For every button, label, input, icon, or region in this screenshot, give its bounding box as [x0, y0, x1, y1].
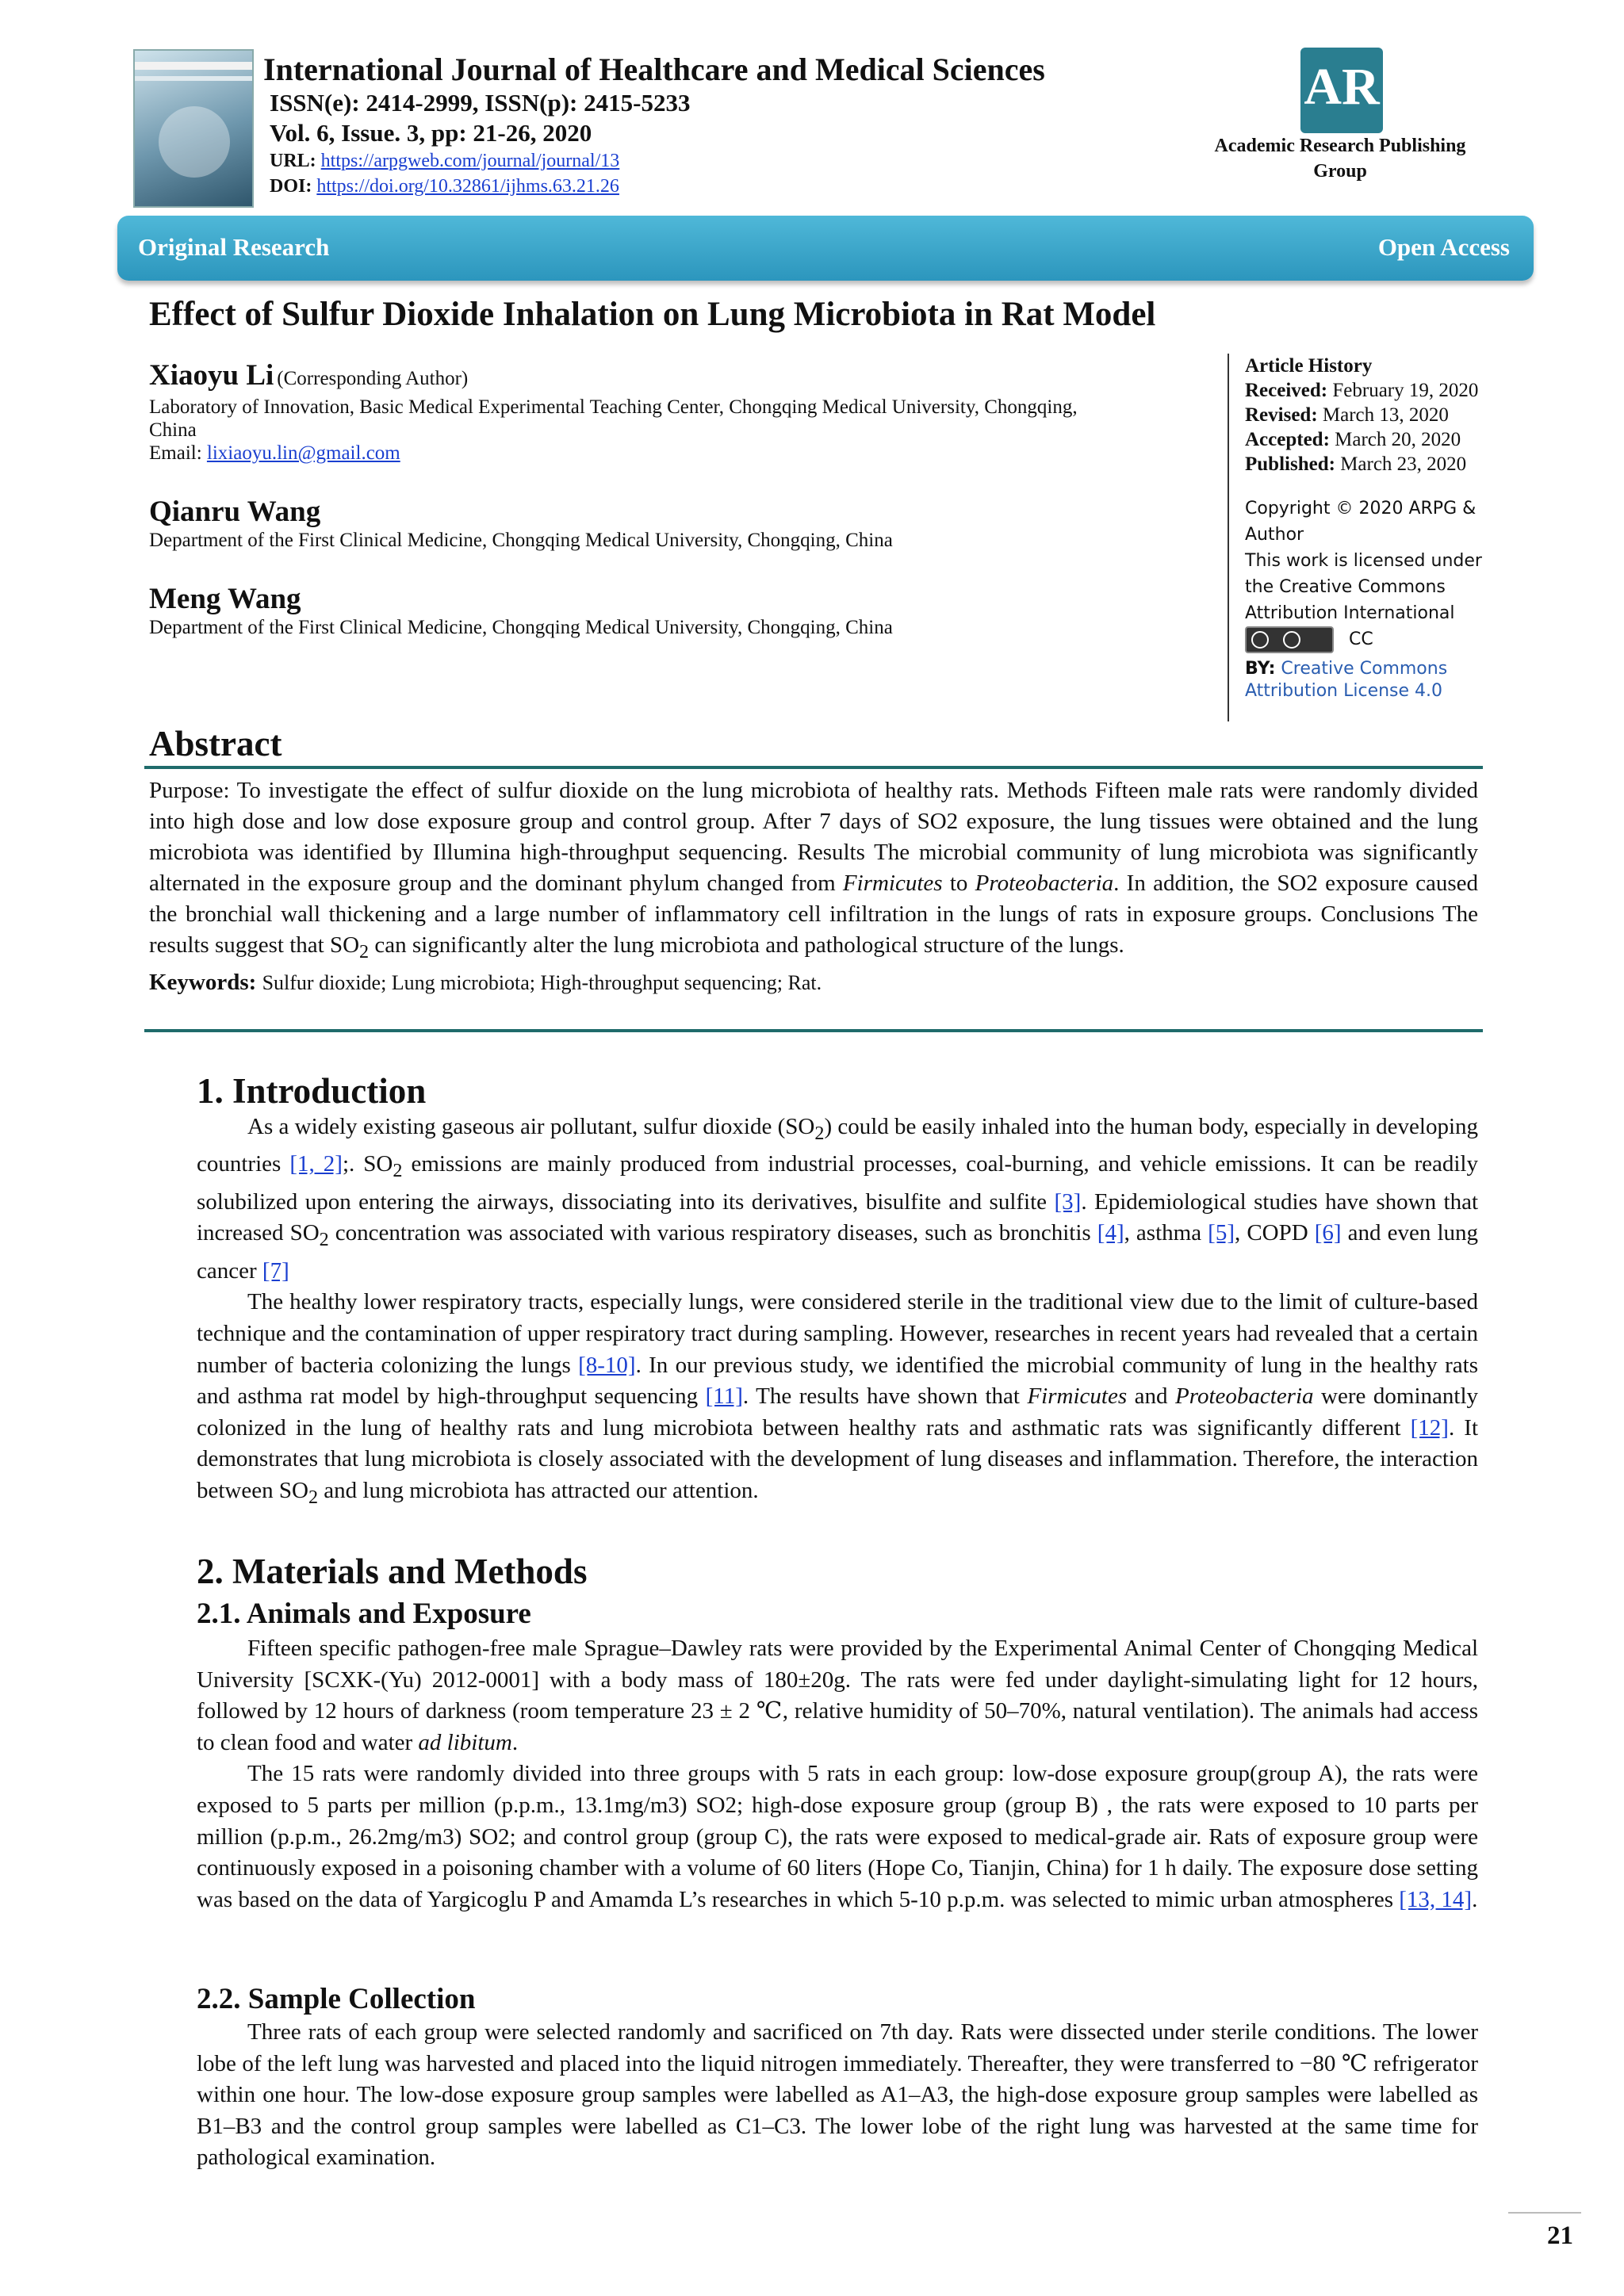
text: and even lung cancer [197, 1220, 1478, 1284]
abstract-body [149, 775, 1478, 998]
citation-link[interactable]: [7] [262, 1257, 289, 1284]
accepted-date: March 20, 2020 [1335, 429, 1461, 450]
license-link-2[interactable]: Attribution License 4.0 [1245, 681, 1443, 701]
text: . Epidemiological studies have shown that increased SO [197, 1188, 1479, 1246]
section-heading: 2. Materials and Methods [197, 1552, 588, 1591]
abstract-text: Purpose: To investigate the effect of sulfur dioxide on the lung microbiota of healthy rats. Methods Fifteen male rats were randomly divided into high dose and low dose exposure group and control group. After 7 days of SO2 exposure, the lung tissues were obtained and the lung microbiota was identified by Illumina high-throughput sequencing. Results The microbial community of lung microbiota was significantly alternated in the exposure group and the dominant phylum changed from [149, 778, 1478, 896]
keywords: Sulfur dioxide; Lung microbiota; High-throughput sequencing; Rat. [262, 970, 822, 994]
publisher-logo [1300, 48, 1383, 133]
animals-exposure-body [197, 1633, 1478, 1915]
published-date: March 23, 2020 [1340, 453, 1467, 475]
text: , asthma [1124, 1220, 1208, 1246]
text: . [1472, 1886, 1478, 1912]
author-block-3 [149, 582, 1188, 639]
abstract-text: can significantly alter the lung microbiota and pathological structure of the lungs. [369, 932, 1124, 958]
footer-rule [1508, 2212, 1581, 2214]
license-text-3: Attribution International [1245, 603, 1455, 623]
taxon: Firmicutes [1027, 1383, 1128, 1410]
sample-collection-body [197, 2017, 1478, 2174]
paragraph [197, 1287, 1478, 1513]
abstract-heading: Abstract [149, 724, 282, 763]
paragraph [197, 1758, 1478, 1915]
revised-date: March 13, 2020 [1322, 404, 1449, 426]
citation-link[interactable]: [13, 14] [1399, 1886, 1473, 1912]
citation-link[interactable]: [3] [1054, 1188, 1082, 1215]
citation-link[interactable]: [12] [1410, 1414, 1449, 1441]
text: The 15 rats were randomly divided into three groups with 5 rats in each group: low-dose exposure group(group A), the rats were exposed to 5 parts per million (p.p.m., 13.1mg/m3) SO2; high-dose exposure group (group B) , the rats were exposed to 10 parts per million (p.p.m., 26.2mg/m3) SO2; and control group (group C), the rats were exposed to medical-grade air. Rats of exposure group were continuously exposed in a poisoning chamber with a volume of 60 liters (Hope Co, Tianjin, China) for 1 h daily. The exposure dose setting was based on the data of Yargicoglu P and Amamda L’s researches in which 5-10 p.p.m. was selected to mimic urban atmospheres [197, 1761, 1478, 1912]
italic-text: ad libitum [418, 1729, 512, 1755]
subscript: 2 [308, 1486, 319, 1508]
accepted-label: Accepted: [1245, 429, 1330, 450]
text: and [1127, 1383, 1176, 1410]
taxon: Proteobacteria [1175, 1383, 1314, 1410]
subsection-heading: 2.1. Animals and Exposure [197, 1598, 531, 1630]
journal-issn: ISSN(e): 2414-2999, ISSN(p): 2415-5233 [270, 89, 691, 117]
keywords-label: Keywords: [149, 969, 257, 995]
author-affiliation: Department of the First Clinical Medicine, Chongqing Medical University, Chongqing, China [149, 617, 893, 638]
author-affiliation: Laboratory of Innovation, Basic Medical Experimental Teaching Center, Chongqing Medical University, Chongqing, [149, 396, 1078, 418]
abstract-bottom-rule [144, 1029, 1483, 1032]
introduction-body [197, 1112, 1478, 1513]
text: , COPD [1235, 1220, 1315, 1246]
subscript: 2 [359, 940, 370, 962]
text: . In our previous study, we identified the microbial community of lung in the healthy rats and asthma rat model by high-throughput sequencing [197, 1352, 1478, 1410]
publisher-logo-text: AR [1304, 58, 1380, 116]
text: and lung microbiota has attracted our attention. [318, 1477, 759, 1503]
received-date: February 19, 2020 [1332, 380, 1479, 401]
article-type-label: Original Research [138, 233, 330, 261]
citation-link[interactable]: [4] [1097, 1220, 1124, 1246]
received-label: Received: [1245, 380, 1328, 401]
subscript: 2 [319, 1229, 329, 1251]
paragraph: Three rats of each group were selected randomly and sacrificed on 7th day. Rats were dissected under sterile conditions. The lower lobe of the left lung was harvested and placed into the liquid nitrogen immediately. Thereafter, they were transferred to −80 ℃ refrigerator within one hour. The low-dose exposure group samples were labelled as A1–A3, the high-dose exposure group samples were labelled as B1–B3 and the control group samples were labelled as C1–C3. The lower lobe of the right lung was harvested at the same time for pathological examination. [197, 2019, 1478, 2171]
citation-link[interactable]: [6] [1314, 1220, 1342, 1246]
by-label: BY: [1245, 659, 1276, 679]
url-label: URL: [270, 151, 316, 171]
page-number: 21 [1547, 2221, 1573, 2250]
journal-name: International Journal of Healthcare and Medical Sciences [263, 52, 1045, 87]
abstract-taxon: Proteobacteria [975, 871, 1114, 896]
copyright-line: Copyright © 2020 ARPG & [1245, 499, 1477, 519]
journal-volume: Vol. 6, Issue. 3, pp: 21-26, 2020 [270, 119, 592, 147]
author-name: Xiaoyu Li [149, 359, 274, 392]
text: Fifteen specific pathogen-free male Sprague–Dawley rats were provided by the Experimental Animal Center of Chongqing Medical University [SCXK-(Yu) 2012-0001] with a body mass of 180±20g. The rats were fed under daylight-simulating light for 12 hours, followed by 12 hours of darkness (room temperature 23 ± 2 ℃, relative humidity of 50–70%, natural ventilation). The animals had access to clean food and water [197, 1636, 1478, 1755]
text: concentration was associated with various respiratory diseases, such as bronchitis [328, 1220, 1097, 1246]
doi-link[interactable]: https://doi.org/10.32861/ijhms.63.21.26 [316, 176, 619, 197]
paper-title: Effect of Sulfur Dioxide Inhalation on Lung Microbiota in Rat Model [149, 296, 1156, 333]
text: As a widely existing gaseous air pollutant, sulfur dioxide (SO [247, 1114, 815, 1139]
copyright-line-2: Author [1245, 525, 1304, 545]
paragraph [197, 1633, 1478, 1758]
text: ;. SO [342, 1151, 393, 1177]
publisher-name-line1: Academic Research Publishing [1214, 136, 1466, 156]
text: were dominantly colonized in the lung of healthy rats and lung microbiota between healthy rats and asthmatic rats was significantly different [197, 1383, 1479, 1441]
author-affiliation-country: China [149, 419, 197, 441]
history-heading: Article History [1245, 355, 1373, 377]
abstract-text: . In addition, the SO2 exposure caused the bronchial wall thickening and a large number of inflammatory cell infiltration in the lungs of rats in exposure groups. Conclusions The results suggest that SO [149, 871, 1478, 958]
section-heading: 1. Introduction [197, 1071, 427, 1111]
published-label: Published: [1245, 453, 1335, 475]
abstract-taxon: Firmicutes [842, 871, 943, 896]
subscript: 2 [393, 1160, 403, 1182]
cc-label: CC [1349, 629, 1373, 649]
text: . [511, 1729, 519, 1755]
subsection-heading: 2.2. Sample Collection [197, 1983, 476, 2015]
abstract-text: to [942, 871, 975, 896]
email-label: Email: [149, 442, 202, 464]
author-name: Meng Wang [149, 583, 301, 615]
revised-label: Revised: [1245, 404, 1318, 426]
license-link[interactable]: Creative Commons [1281, 659, 1448, 679]
text: . It demonstrates that lung microbiota is closely associated with the development of lung diseases and inflammation. Therefore, the interaction between SO [197, 1414, 1478, 1503]
article-type-banner [117, 216, 1534, 281]
corresponding-note: (Corresponding Author) [277, 368, 469, 389]
author-email-link[interactable]: lixiaoyu.lin@gmail.com [206, 442, 400, 464]
text: . The results have shown that [742, 1383, 1028, 1410]
text: ) could be easily inhaled into the human body, especially in developing countries [197, 1114, 1478, 1177]
doi-label: DOI: [270, 176, 312, 197]
publisher-name-line2: Group [1313, 161, 1367, 182]
citation-link[interactable]: [1, 2] [289, 1151, 343, 1177]
author-name: Qianru Wang [149, 496, 321, 528]
cc-by-badge-icon[interactable] [1245, 626, 1334, 653]
journal-cover-image [133, 49, 254, 208]
citation-link[interactable]: [8-10] [578, 1352, 636, 1378]
paragraph [197, 1112, 1478, 1287]
abstract-top-rule [144, 766, 1483, 769]
publisher-name [1182, 133, 1499, 184]
license-text-2: the Creative Commons [1245, 577, 1446, 597]
open-access-label: Open Access [1377, 233, 1510, 261]
article-history-panel [1228, 354, 1497, 721]
journal-url-link[interactable]: https://arpgweb.com/journal/journal/13 [320, 151, 620, 171]
citation-link[interactable]: [11] [705, 1383, 743, 1410]
author-block-2 [149, 495, 1188, 552]
text: The healthy lower respiratory tracts, especially lungs, were considered sterile in the traditional view due to the limit of culture-based technique and the contamination of upper respiratory tract during sampling. However, researches in recent years had revealed that a certain number of bacteria colonizing the lungs [197, 1289, 1478, 1378]
author-block-1 [149, 358, 1188, 465]
license-text: This work is licensed under [1245, 551, 1482, 571]
citation-link[interactable]: [5] [1208, 1220, 1235, 1246]
author-affiliation: Department of the First Clinical Medicine, Chongqing Medical University, Chongqing, China [149, 530, 893, 551]
subscript: 2 [814, 1122, 825, 1144]
text: emissions are mainly produced from industrial processes, coal-burning, and vehicle emissions. It can be readily solubilized upon entering the airways, dissociating into its derivatives, bisulfite and sulfite [197, 1151, 1478, 1215]
